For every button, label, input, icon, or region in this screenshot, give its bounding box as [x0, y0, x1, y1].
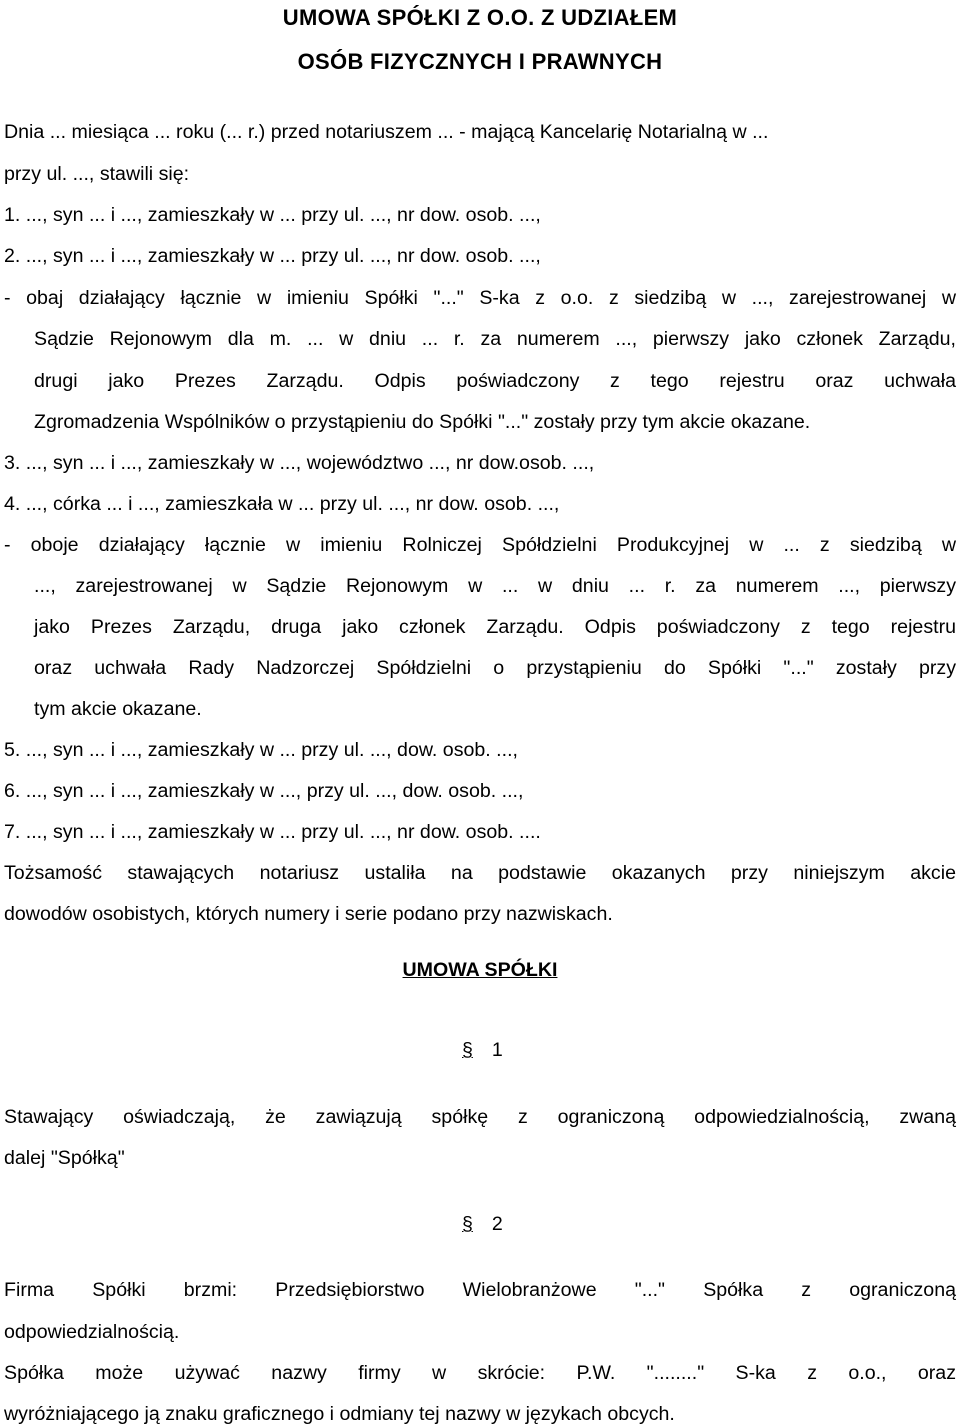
text-line: dowodów osobistych, których numery i serie podano przy nazwiskach.	[4, 903, 613, 925]
party-line: 7. ..., syn ... i ..., zamieszkały w ... przy ul. ..., nr dow. osob. ....	[4, 821, 541, 843]
text-line: jako Prezes Zarządu, druga jako członek Zarządu. Odpis poświadczony z tego rejestru	[34, 616, 956, 638]
party-line: 1. ..., syn ... i ..., zamieszkały w ... przy ul. ..., nr dow. osob. ...,	[4, 204, 541, 226]
text-line: Sądzie Rejonowym dla m. ... w dniu ... r. za numerem ..., pierwszy jako członek Zarządu,	[34, 328, 956, 350]
party-line: 6. ..., syn ... i ..., zamieszkały w ..., przy ul. ..., dow. osob. ...,	[4, 780, 524, 802]
paragraph-symbol: §	[462, 1213, 473, 1235]
party-line: 4. ..., córka ... i ..., zamieszkała w ... przy ul. ..., nr dow. osob. ...,	[4, 493, 560, 515]
section-heading: UMOWA SPÓŁKI	[402, 959, 558, 981]
text-line: odpowiedzialnością.	[4, 1321, 180, 1343]
document-title-line-2: OSÓB FIZYCZNYCH I PRAWNYCH	[297, 49, 663, 74]
party-line: 2. ..., syn ... i ..., zamieszkały w ... przy ul. ..., nr dow. osob. ...,	[4, 245, 541, 267]
party-line: 3. ..., syn ... i ..., zamieszkały w ..., województwo ..., nr dow.osob. ...,	[4, 452, 595, 474]
text-line: dalej "Spółką"	[4, 1147, 125, 1169]
paragraph-2-marker	[462, 1212, 503, 1236]
text-line: wyróżniającego ją znaku graficznego i odmiany tej nazwy w językach obcych.	[4, 1403, 675, 1425]
text-line: przy ul. ..., stawili się:	[4, 163, 190, 185]
text-line: tym akcie okazane.	[34, 698, 202, 720]
text-line: - oboje działający łącznie w imieniu Rolniczej Spółdzielni Produkcyjnej w ... z siedzibą w	[4, 534, 956, 556]
paragraph-symbol: §	[462, 1039, 473, 1061]
text-line: ..., zarejestrowanej w Sądzie Rejonowym w ... w dniu ... r. za numerem ..., pierwszy	[34, 575, 956, 597]
document-title-line-1: UMOWA SPÓŁKI Z O.O. Z UDZIAŁEM	[282, 5, 678, 30]
text-line: Firma Spółki brzmi: Przedsiębiorstwo Wielobranżowe "..." Spółka z ograniczoną	[4, 1279, 956, 1301]
text-line: Dnia ... miesiąca ... roku (... r.) przed notariuszem ... - mającą Kancelarię Notarialną w ...	[4, 121, 769, 143]
paragraph-number: 1	[491, 1039, 503, 1061]
text-line: - obaj działający łącznie w imieniu Spółki "..." S-ka z o.o. z siedzibą w ..., zarejestrowanej w	[4, 287, 956, 309]
text-line: oraz uchwała Rady Nadzorczej Spółdzielni o przystąpieniu do Spółki "..." zostały przy	[34, 657, 956, 679]
text-line: Tożsamość stawających notariusz ustaliła na podstawie okazanych przy niniejszym akcie	[4, 862, 956, 884]
paragraph-number: 2	[491, 1213, 503, 1235]
text-line: Spółka może używać nazwy firmy w skrócie: P.W. "........" S-ka z o.o., oraz	[4, 1362, 956, 1384]
paragraph-1-marker	[462, 1038, 503, 1062]
text-line: Zgromadzenia Wspólników o przystąpieniu do Spółki "..." zostały przy tym akcie okazane.	[34, 411, 811, 433]
text-line: Stawający oświadczają, że zawiązują spółkę z ograniczoną odpowiedzialnością, zwaną	[4, 1106, 956, 1128]
party-line: 5. ..., syn ... i ..., zamieszkały w ... przy ul. ..., dow. osob. ...,	[4, 739, 518, 761]
text-line: drugi jako Prezes Zarządu. Odpis poświadczony z tego rejestru oraz uchwała	[34, 370, 956, 392]
